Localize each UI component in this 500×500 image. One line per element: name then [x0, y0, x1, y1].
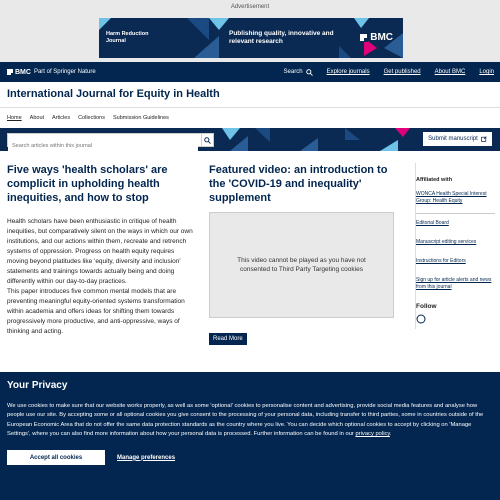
brand-part-of: Part of Springer Nature [33, 69, 96, 75]
cookie-actions [7, 450, 493, 465]
ad-strip [0, 0, 500, 62]
article-abstract-1: Health scholars have been enthusiastic in critique of health inequities, but comparatively silent on the ways in which our own institutions, and our actions within them, recreate and retrench systems of oppression. Progress on health equity requires moving beyond platitudes like 'equity, diversity and inclusion' statements and trainings towards actually being and doing differently within our day-to-day practices. [7, 218, 193, 285]
affiliated-label: Affiliated with [416, 177, 453, 183]
cookie-banner [0, 372, 500, 500]
featured-article [7, 163, 197, 337]
affiliated-link[interactable]: WONCA Health Special Interest Group: Health Equity [416, 191, 487, 204]
explore-journals-link[interactable]: Explore journals [326, 69, 370, 75]
cookie-text [7, 402, 493, 439]
journal-nav-articles[interactable]: Articles [52, 114, 71, 121]
article-abstract-2: This paper introduces five common mental models that are preventing meaningful equity-oriented systems transformation within academia and offers ideas for shifting them towards progressively more productive, and anti-oppressive, ways of thinking and acting. [7, 288, 185, 335]
journal-nav-about[interactable]: About [29, 114, 45, 121]
external-link-icon [481, 136, 487, 142]
journal-nav-collections[interactable]: Collections [78, 114, 105, 121]
about-bmc-link[interactable]: About BMC [434, 69, 466, 75]
get-published-link[interactable]: Get published [383, 69, 421, 75]
privacy-policy-link[interactable]: privacy policy [355, 430, 390, 437]
submit-manuscript-button[interactable] [422, 131, 493, 147]
ad-tagline: Publishing quality, innovative and relevant research [229, 30, 334, 45]
journal-search-box [7, 133, 214, 147]
bmc-logo-icon [7, 69, 13, 75]
bmc-logo-icon [360, 34, 367, 41]
search-icon [306, 69, 313, 76]
ad-bmc-logo [360, 32, 393, 43]
video-placeholder [209, 212, 394, 318]
social-icon[interactable] [416, 314, 426, 324]
cookie-text-end: . [389, 430, 392, 437]
site-header [0, 62, 500, 82]
article-alerts-link[interactable]: Sign up for article alerts and news from this journal [416, 277, 492, 290]
brand[interactable] [7, 69, 96, 76]
bmc-logo[interactable] [7, 69, 31, 76]
ad-banner[interactable] [99, 18, 403, 58]
instructions-for-editors-link[interactable]: Instructions for Editors [416, 258, 466, 264]
video-consent-notice: This video cannot be played as you have not consented to Third Party Targeting cookies [237, 257, 366, 273]
video-title[interactable]: Featured video: an introduction to the 'COVID-19 and inequality' supplement [209, 164, 388, 204]
search-link[interactable] [284, 69, 313, 76]
login-link[interactable]: Login [479, 69, 494, 75]
cookie-text-main: We use cookies to make sure that our website works properly, as well as some 'optional' cookies to personalise content and advertising, provide social media features and analyse how people use our site. By accepting some or all optional cookies you give consent to the processing of your personal data, including transfer to third parties, some in countries outside of the European Economic Area that do not offer the same data protection standards as the country where you live. You can decide which optional cookies to accept by clicking on 'Manage Settings', where you can also find more information about how your personal data is processed. Further information can be found in our [7, 403, 484, 437]
header-nav [284, 62, 494, 82]
cookie-title: Your Privacy [7, 380, 68, 391]
submit-manuscript-label: Submit manuscript [428, 136, 478, 142]
search-band [0, 128, 500, 151]
journal-nav-submission-guidelines[interactable]: Submission Guidelines [112, 114, 169, 121]
search-label: Search [283, 69, 303, 75]
ad-brand: BMC [370, 32, 393, 43]
ad-label: Advertisement [230, 4, 270, 10]
accept-all-cookies-button[interactable]: Accept all cookies [7, 450, 105, 465]
journal-nav [0, 107, 500, 127]
follow-heading: Follow [416, 303, 437, 310]
journal-search-button[interactable] [201, 134, 213, 146]
manage-preferences-button[interactable]: Manage preferences [117, 454, 176, 461]
brand-name: BMC [15, 68, 31, 76]
journal-search-input[interactable] [8, 140, 198, 151]
featured-video [209, 163, 399, 345]
read-more-button[interactable]: Read More [209, 333, 247, 345]
journal-title[interactable]: International Journal for Equity in Health [7, 88, 220, 100]
ad-journal-name: Harm Reduction Journal [106, 31, 149, 44]
article-title[interactable]: Five ways 'health scholars' are complicit in upholding health inequities, and how to stop [7, 164, 168, 204]
manuscript-editing-link[interactable]: Manuscript editing services [416, 239, 477, 245]
search-icon [204, 137, 211, 144]
affiliation-block [416, 163, 495, 209]
journal-sidebar [415, 163, 495, 329]
divider [416, 213, 495, 214]
journal-nav-home[interactable]: Home [7, 114, 22, 121]
editorial-board-link[interactable]: Editorial Board [416, 220, 449, 226]
